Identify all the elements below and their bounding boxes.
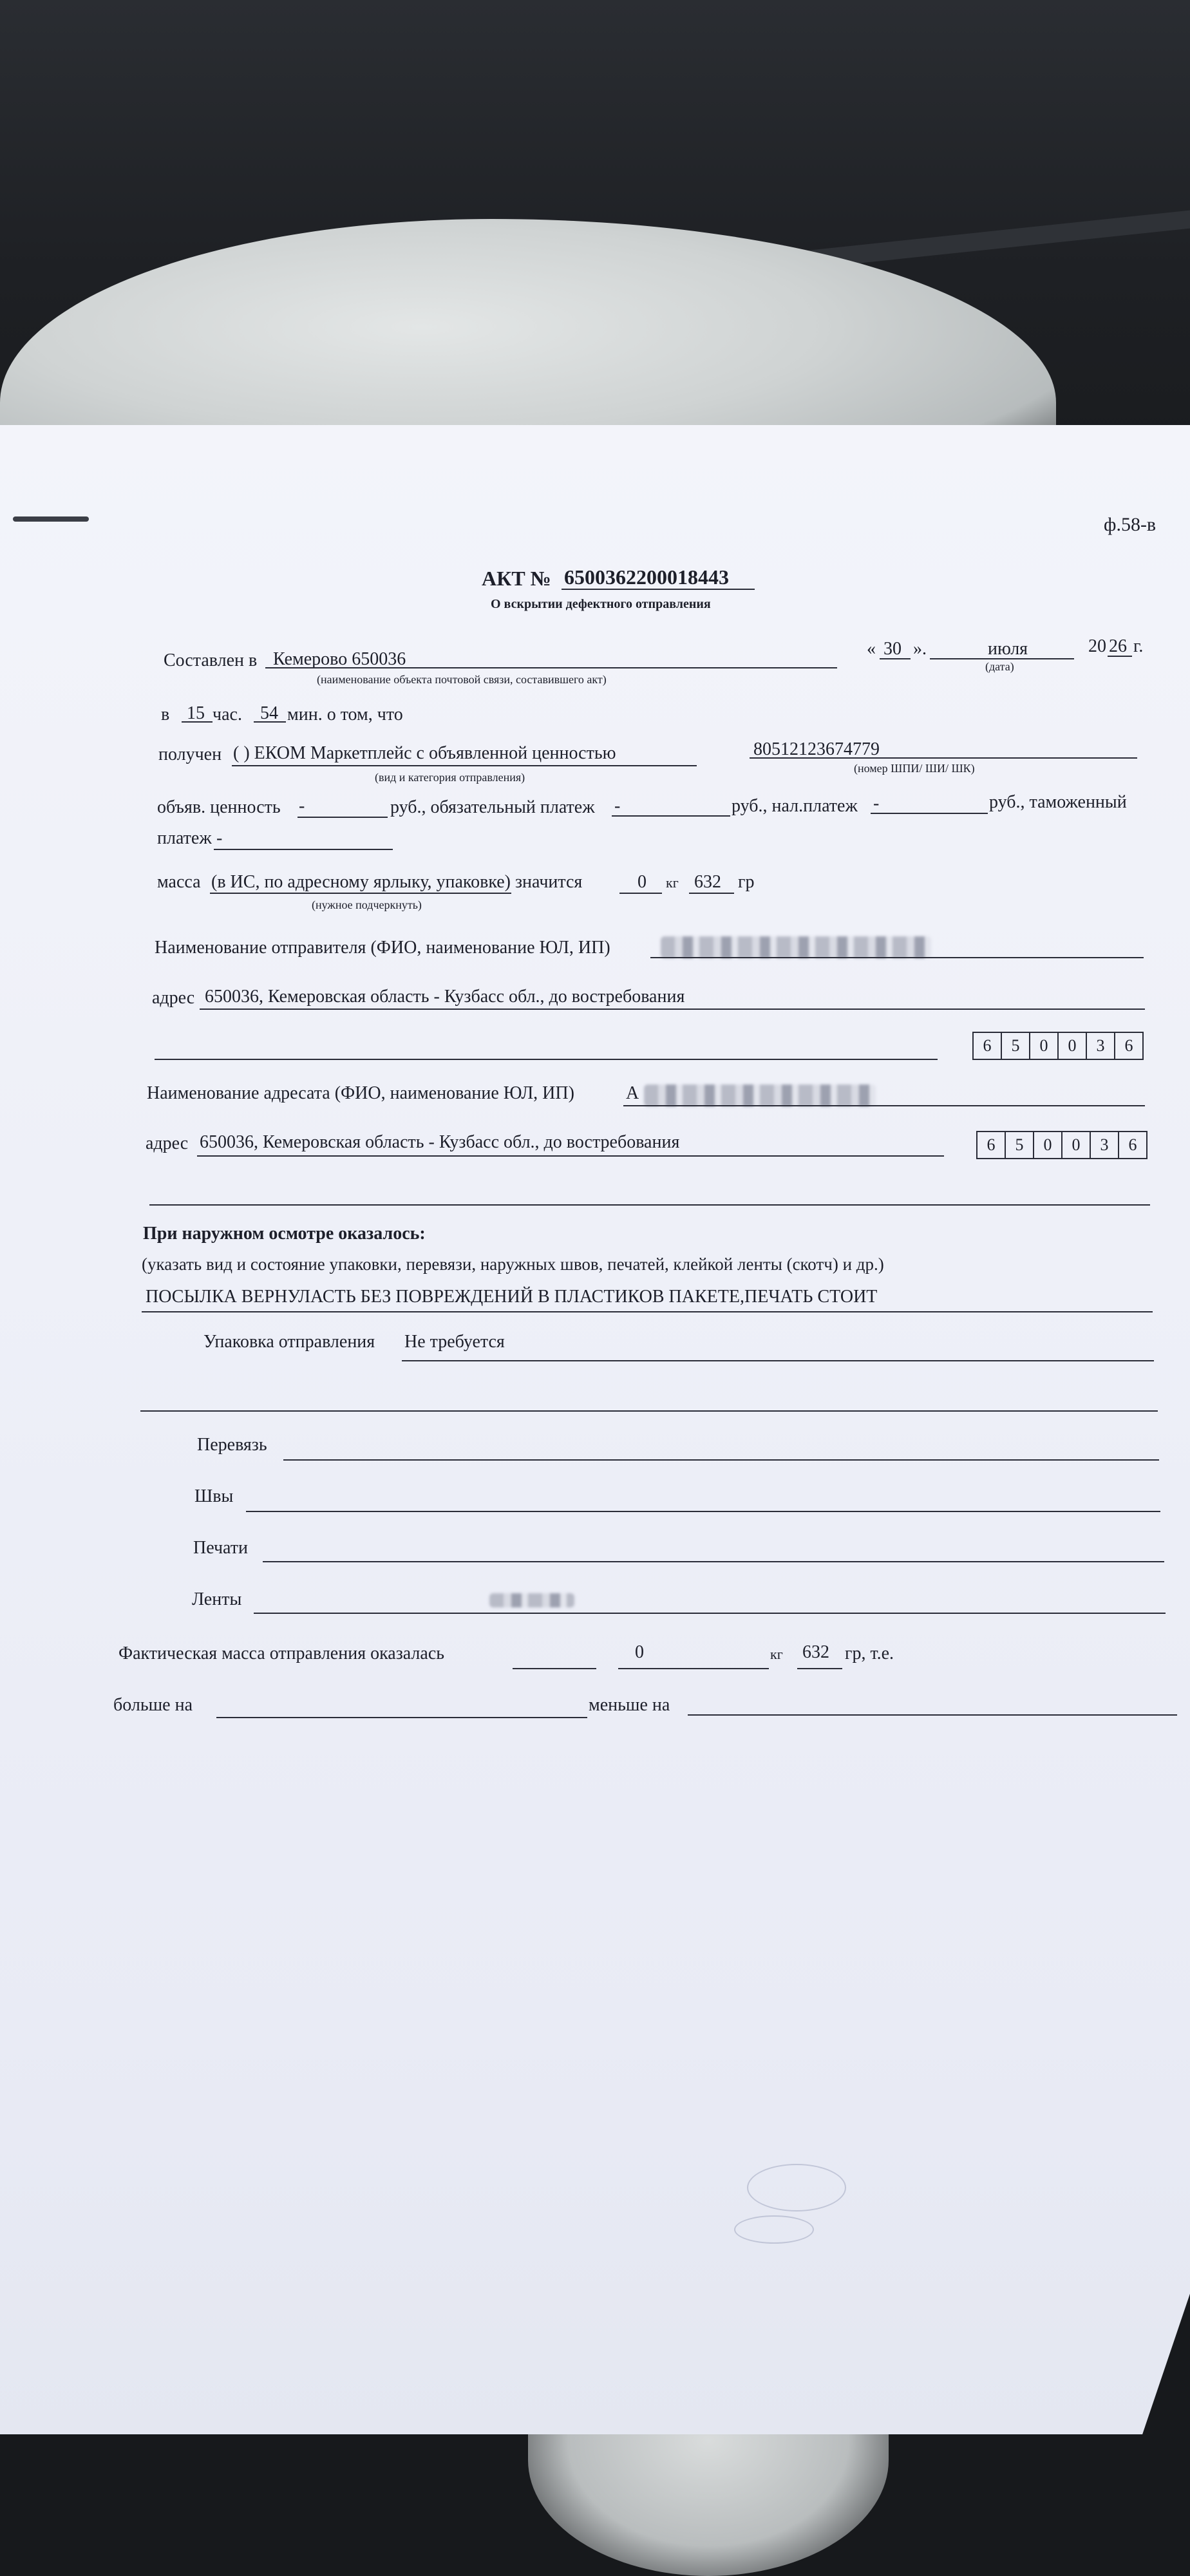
time-minutes: 54 bbox=[260, 703, 278, 723]
sender-label: Наименование отправителя (ФИО, наименование ЮЛ, ИП) bbox=[155, 938, 610, 958]
sender-address-line-2 bbox=[155, 1059, 938, 1060]
sender-address-line bbox=[200, 1009, 1145, 1010]
packaging-line-2 bbox=[140, 1410, 1158, 1412]
date-caption: (дата) bbox=[985, 660, 1014, 673]
received-type-caption: (вид и категория отправления) bbox=[375, 771, 525, 784]
date-day-line bbox=[880, 658, 911, 659]
recipient-zip-digit: 0 bbox=[1062, 1132, 1091, 1158]
tie-label: Перевязь bbox=[197, 1435, 267, 1455]
more-label: больше на bbox=[113, 1695, 193, 1715]
received-type: ( ) ЕКОМ Маркетплейс с объявленной ценностью bbox=[233, 743, 616, 763]
sender-zip-digit: 3 bbox=[1087, 1033, 1115, 1059]
mass-caption: (нужное подчеркнуть) bbox=[312, 898, 422, 911]
cod-value: - bbox=[873, 793, 880, 813]
barcode-line bbox=[750, 757, 1137, 759]
cod-line bbox=[871, 813, 988, 814]
date-year-g: г. bbox=[1133, 636, 1144, 656]
sender-zip-digit: 6 bbox=[1124, 1036, 1133, 1055]
tapes-label: Ленты bbox=[192, 1589, 242, 1609]
date-day: 30 bbox=[883, 639, 902, 659]
date-year-line bbox=[1108, 656, 1132, 657]
time-prefix: в bbox=[161, 705, 170, 724]
rub-cod-label: руб., нал.платеж bbox=[732, 796, 858, 816]
time-minutes-line bbox=[254, 721, 286, 723]
actual-mass-kg-line bbox=[618, 1668, 769, 1669]
recipient-zip-digit: 3 bbox=[1091, 1132, 1119, 1158]
rub-customs-label: руб., таможенный bbox=[989, 792, 1127, 812]
received-type-line bbox=[232, 765, 697, 766]
recipient-name-initial: А bbox=[626, 1083, 639, 1103]
seals-line bbox=[263, 1561, 1164, 1562]
mandatory-value: - bbox=[614, 796, 621, 816]
sender-name-line bbox=[650, 957, 1144, 958]
more-line bbox=[216, 1717, 587, 1718]
recipient-zip-digit: 5 bbox=[1006, 1132, 1034, 1158]
date-year-prefix: 20 bbox=[1088, 636, 1106, 656]
recipient-zip-digit: 6 bbox=[978, 1132, 1006, 1158]
recipient-zip-digit: 0 bbox=[1034, 1132, 1062, 1158]
sender-address: 650036, Кемеровская область - Кузбасс обл., до востребования bbox=[205, 987, 685, 1007]
seals-label: Печати bbox=[193, 1538, 248, 1558]
recipient-zip-digit: 6 bbox=[1128, 1135, 1137, 1154]
form-content: ф.58-в АКТ № 6500362200018443 О вскрытии дефектного отправления Составлен в Кемерово 650036 (наименование объекта почтовой связи, составившего акт) « 30 ». июля 20 26 г. (дата) в 15 час. 54 мин. о том, что получен ( ) ЕКОМ Маркетплейс с объявленной ценностью (вид и категория отправления) 80512123674779 (номер ШПИ/ ШИ/ ШК) объяв. ценность - руб., обязательный платеж - руб., нал.платеж - руб., таможенный платеж - масса (в ИС, по адресному ярлыку, упаковке) значится 0 кг 632 гр (нужное подчеркнуть) Наименование отправителя (ФИО, наименование ЮЛ, ИП) адрес 650036, Кемеровская область - Кузбасс обл., до востребования 6 5 0 0 3 6 Наименование адресата (ФИО, наименование ЮЛ, ИП) А адрес 650036, Кемеровская область - Кузбасс обл., до востребования 6 5 0 0 3 6 При наружном осмотре оказалось: (указать вид и состояние упаковки, перевязи, наружных швов, печатей, клейкой ленты (скотч) и др.) ПОСЫЛКА ВЕРНУЛАСТЬ БЕЗ ПОВРЕЖДЕНИЙ В ПЛАСТИКОВ ПАКЕТЕ,ПЕЧАТЬ СТОИТ Упаковка отправления Не требуется Перевязь Швы Печати Ленты Фактическая масса отправления оказалась 0 кг 632 гр, т.е. больше на меньше на bbox=[0, 0, 1190, 2576]
date-year-suffix: 26 bbox=[1109, 636, 1127, 656]
faint-signature-mark bbox=[747, 2164, 846, 2211]
mass-gr-label: гр bbox=[738, 872, 755, 892]
mass-gr-line bbox=[689, 893, 734, 894]
packaging-value: Не требуется bbox=[404, 1332, 505, 1352]
inspection-result-line bbox=[142, 1311, 1153, 1312]
time-hours: 15 bbox=[187, 703, 205, 723]
act-subtitle: О вскрытии дефектного отправления bbox=[491, 597, 711, 611]
mass-source: (в ИС, по адресному ярлыку, упаковке) bbox=[211, 872, 511, 892]
mass-kg: 0 bbox=[638, 872, 647, 892]
time-minutes-label: мин. о том, что bbox=[287, 705, 403, 724]
mandatory-line bbox=[612, 815, 730, 817]
composed-place-caption: (наименование объекта почтовой связи, составившего акт) bbox=[317, 673, 607, 686]
packaging-label: Упаковка отправления bbox=[203, 1332, 375, 1352]
time-hours-line bbox=[182, 721, 212, 723]
tie-line bbox=[283, 1459, 1159, 1461]
sender-zip-digit: 5 bbox=[1002, 1033, 1030, 1059]
time-hours-label: час. bbox=[212, 705, 242, 724]
seams-label: Швы bbox=[194, 1486, 234, 1506]
act-title-prefix: АКТ № bbox=[482, 567, 551, 590]
customs-value: - bbox=[216, 828, 223, 848]
declared-line bbox=[298, 817, 388, 818]
tapes-redacted bbox=[489, 1593, 574, 1607]
mass-source-underline bbox=[210, 893, 511, 894]
less-label: меньше на bbox=[589, 1695, 670, 1715]
inspection-heading: При наружном осмотре оказалось: bbox=[143, 1224, 426, 1244]
act-number-underline bbox=[562, 589, 755, 590]
sender-zip-box bbox=[972, 1032, 1144, 1060]
recipient-address-line-2 bbox=[149, 1204, 1150, 1206]
actual-mass-kg-label: кг bbox=[770, 1646, 783, 1662]
actual-mass-kg: 0 bbox=[635, 1642, 644, 1662]
date-month-line bbox=[930, 658, 1074, 659]
barcode-caption: (номер ШПИ/ ШИ/ ШК) bbox=[854, 762, 975, 775]
mass-gr: 632 bbox=[694, 872, 721, 892]
composed-label: Составлен в bbox=[164, 650, 258, 670]
mass-label: масса bbox=[157, 872, 201, 892]
inspection-result: ПОСЫЛКА ВЕРНУЛАСТЬ БЕЗ ПОВРЕЖДЕНИЙ В ПЛАСТИКОВ ПАКЕТЕ,ПЕЧАТЬ СТОИТ bbox=[146, 1287, 878, 1307]
less-line bbox=[688, 1714, 1177, 1716]
recipient-zip-box bbox=[976, 1131, 1148, 1159]
recipient-name-redacted bbox=[644, 1084, 876, 1106]
sender-name-redacted bbox=[661, 936, 931, 958]
tapes-line bbox=[254, 1613, 1166, 1614]
declared-value: - bbox=[299, 796, 305, 816]
packaging-line bbox=[402, 1360, 1154, 1361]
seams-line bbox=[246, 1511, 1160, 1512]
composed-place: Кемерово 650036 bbox=[273, 649, 406, 669]
sender-zip-digit: 0 bbox=[1030, 1033, 1059, 1059]
rub-mandatory-label: руб., обязательный платеж bbox=[390, 797, 595, 817]
recipient-address-line bbox=[197, 1155, 944, 1157]
mass-kg-label: кг bbox=[666, 875, 679, 891]
form-code: ф.58-в bbox=[1104, 514, 1157, 535]
punch-mark bbox=[13, 516, 89, 522]
composed-place-line bbox=[265, 667, 837, 668]
actual-mass-gr-label: гр, т.е. bbox=[845, 1643, 894, 1663]
mass-source-suffix: значится bbox=[515, 872, 583, 892]
faint-signature-mark-2 bbox=[734, 2215, 814, 2244]
actual-mass-line-a bbox=[513, 1668, 596, 1669]
recipient-label: Наименование адресата (ФИО, наименование ЮЛ, ИП) bbox=[147, 1083, 574, 1103]
inspection-instruction: (указать вид и состояние упаковки, перевязи, наружных швов, печатей, клейкой ленты (скотч) и др.) bbox=[142, 1255, 884, 1274]
received-label: получен bbox=[158, 744, 222, 764]
recipient-address: 650036, Кемеровская область - Кузбасс обл., до востребования bbox=[200, 1132, 680, 1152]
sender-zip-digit: 0 bbox=[1059, 1033, 1087, 1059]
sender-address-label: адрес bbox=[152, 988, 195, 1008]
actual-mass-gr-line bbox=[797, 1668, 842, 1669]
recipient-address-label: адрес bbox=[146, 1133, 189, 1153]
actual-mass-gr: 632 bbox=[802, 1642, 829, 1662]
mass-kg-line bbox=[619, 893, 662, 894]
actual-mass-label: Фактическая масса отправления оказалась bbox=[118, 1643, 445, 1663]
barcode-value: 80512123674779 bbox=[753, 739, 880, 759]
recipient-name-line bbox=[623, 1105, 1145, 1106]
sender-zip-digit: 6 bbox=[974, 1033, 1002, 1059]
date-month: июля bbox=[988, 639, 1028, 659]
declared-label: объяв. ценность bbox=[157, 797, 281, 817]
customs-line bbox=[214, 849, 393, 850]
customs-label: платеж bbox=[157, 828, 212, 848]
act-number: 6500362200018443 bbox=[564, 565, 729, 589]
